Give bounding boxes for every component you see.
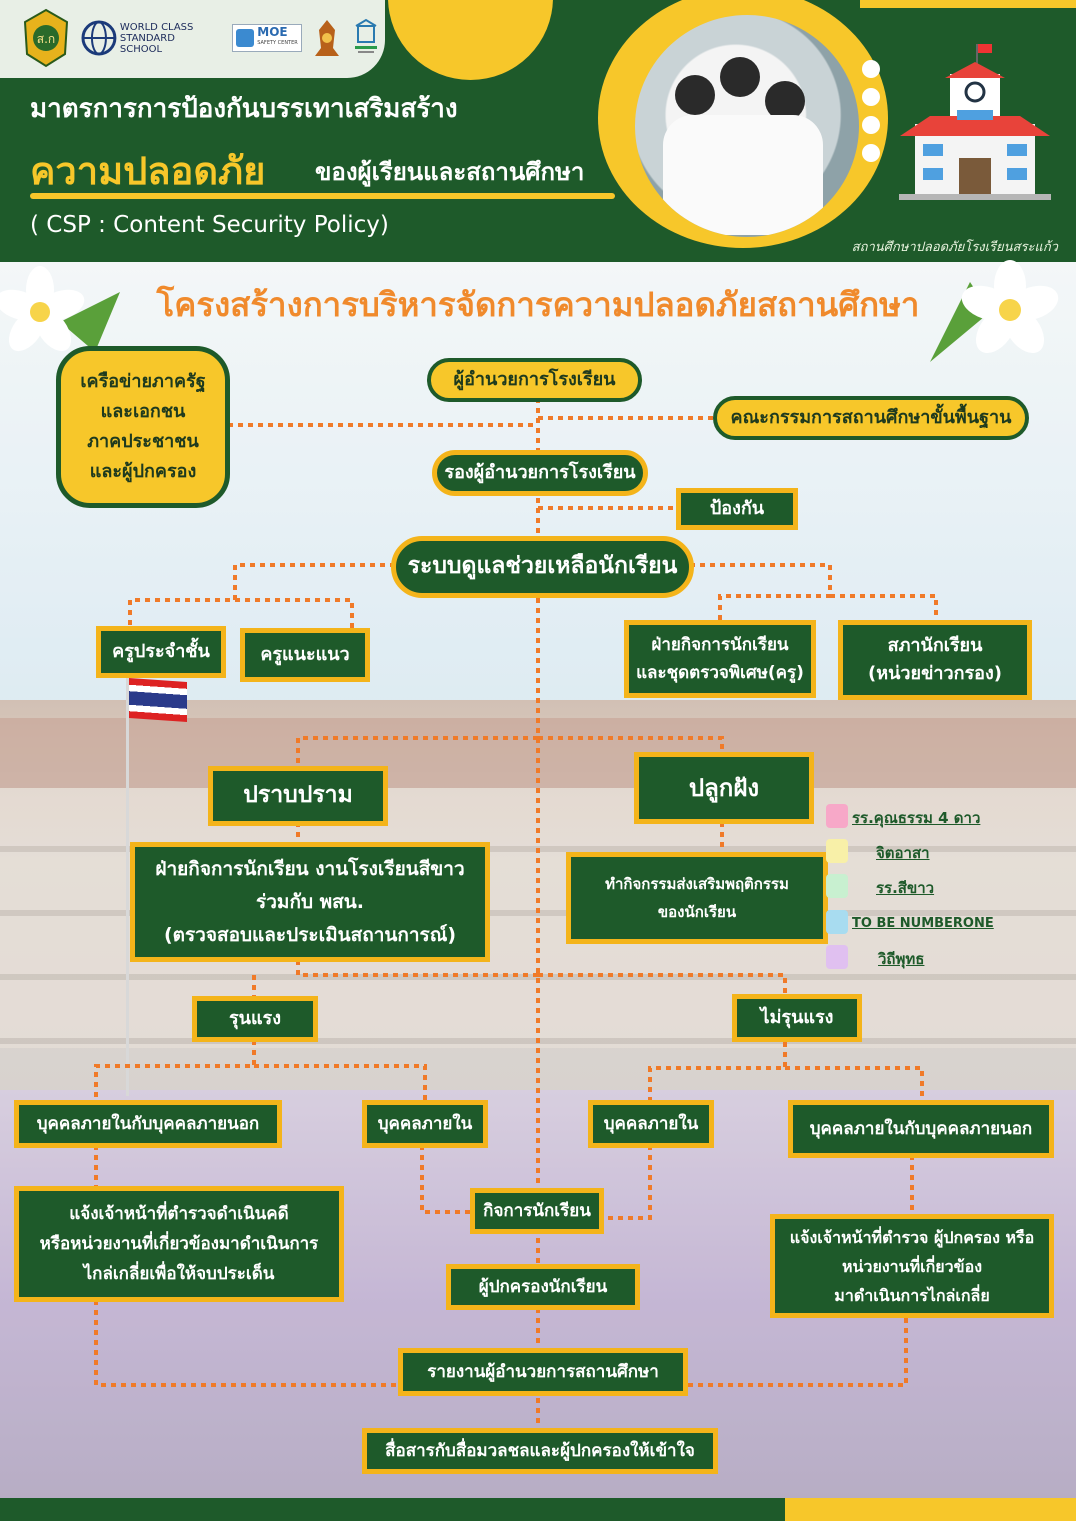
- director-box: ผู้อำนวยการโรงเรียน: [427, 358, 642, 402]
- insider-right-box: บุคคลภายใน: [588, 1100, 714, 1148]
- legend-swatch: [826, 874, 848, 898]
- header-title-highlight: ความปลอดภัย: [30, 149, 266, 193]
- footer-accent: [785, 1498, 1076, 1521]
- header-title-line1: มาตรการการป้องกันบรรเทาเสริมสร้าง: [30, 94, 458, 124]
- header-subtitle: ( CSP : Content Security Policy): [30, 212, 389, 238]
- legend-label-to-be-number-one[interactable]: TO BE NUMBERONE: [852, 916, 994, 931]
- legend-swatch: [826, 910, 848, 934]
- suppress-detail-box: [130, 842, 490, 962]
- header-caption: สถานศึกษาปลอดภัยโรงเรียนสระแก้ว: [851, 240, 1058, 255]
- student-affairs-line: และชุดตรวจพิเศษ(ครู): [636, 663, 804, 683]
- legend-label-volunteer[interactable]: จิตอาสา: [876, 844, 930, 862]
- report-box: รายงานผู้อำนวยการสถานศึกษา: [398, 1348, 688, 1396]
- cultivate-detail-line: ทำกิจกรรมส่งเสริมพฤติกรรม: [605, 875, 789, 893]
- legend-swatch: [826, 945, 848, 969]
- world-class-world: WORLD: [119, 21, 158, 33]
- notify-right-line: มาดำเนินการไกล่เกลี่ย: [834, 1285, 990, 1305]
- notify-police-left-box: [14, 1186, 344, 1302]
- student-council-line: สภานักเรียน: [887, 635, 983, 656]
- notify-right-line: แจ้งเจ้าหน้าที่ตำรวจ ผู้ปกครอง หรือ: [789, 1227, 1035, 1247]
- homeroom-teacher-box: ครูประจำชั้น: [96, 626, 226, 678]
- guidance-teacher-box: ครูแนะแนว: [240, 628, 370, 682]
- communicate-box: สื่อสารกับสื่อมวลชลและผู้ปกครองให้เข้าใจ: [362, 1428, 718, 1474]
- moe-sub-label: SAFETY CENTER: [257, 40, 298, 46]
- student-council-box: [838, 620, 1032, 700]
- support-system-box: ระบบดูแลช่วยเหลือนักเรียน: [391, 536, 694, 598]
- cultivate-detail-line: ของนักเรียน: [657, 903, 737, 921]
- notify-left-line: หรือหน่วยงานที่เกี่ยวข้องมาดำเนินการ: [39, 1234, 319, 1254]
- notify-right-line: หน่วยงานที่เกี่ยวข้อง: [842, 1256, 982, 1276]
- network-line: และผู้ปกครอง: [89, 461, 197, 482]
- student-affairs-box: [624, 620, 816, 698]
- prevent-box: ป้องกัน: [676, 488, 798, 530]
- suppress-box: ปราบปราม: [208, 766, 388, 826]
- deputy-box: รองผู้อำนวยการโรงเรียน: [432, 450, 648, 496]
- parents-box: ผู้ปกครองนักเรียน: [446, 1264, 640, 1310]
- network-line: เครือข่ายภาครัฐ: [80, 371, 206, 392]
- committee-box: คณะกรรมการสถานศึกษาขั้นพื้นฐาน: [713, 396, 1029, 440]
- legend-label-white-school[interactable]: รร.สีขาว: [876, 879, 935, 897]
- suppress-detail-line: (ตรวจสอบและประเมินสถานการณ์): [163, 923, 457, 946]
- insider-outsider-right-box: บุคคลภายในกับบุคคลภายนอก: [788, 1100, 1054, 1158]
- suppress-detail-line: ฝ่ายกิจการนักเรียน งานโรงเรียนสีขาว: [155, 857, 465, 880]
- student-affairs-line: ฝ่ายกิจการนักเรียน: [651, 635, 789, 655]
- insider-outsider-left-box: บุคคลภายในกับบุคคลภายนอก: [14, 1100, 282, 1148]
- legend-label-buddhist-way[interactable]: วิถีพุทธ: [878, 950, 925, 968]
- network-box: [56, 346, 230, 508]
- notify-left-line: ไกล่เกลี่ยเพื่อให้จบประเด็น: [83, 1264, 275, 1284]
- insider-left-box: บุคคลภายใน: [362, 1100, 488, 1148]
- legend-swatch: [826, 839, 848, 863]
- legend-swatch: [826, 804, 848, 828]
- header-title-line2: ของผู้เรียนและสถานศึกษา: [315, 158, 585, 186]
- svg-text:ส.ก: ส.ก: [36, 32, 56, 46]
- notify-left-line: แจ้งเจ้าหน้าที่ตำรวจดำเนินคดี: [69, 1204, 289, 1224]
- world-class-class: CLASS: [161, 21, 194, 33]
- cultivate-detail-box: [566, 852, 828, 944]
- moe-label: MOE: [257, 25, 288, 39]
- network-line: ภาคประชาชน: [87, 431, 199, 452]
- notify-police-right-box: [770, 1214, 1054, 1318]
- suppress-detail-line: ร่วมกับ พสน.: [256, 890, 364, 913]
- network-line: และเอกชน: [100, 401, 186, 422]
- student-council-line: (หน่วยข่าวกรอง): [868, 663, 1002, 684]
- world-class-standard: STANDARD: [119, 32, 175, 44]
- cultivate-box: ปลูกฝัง: [634, 752, 814, 824]
- violent-box: รุนแรง: [192, 996, 318, 1042]
- world-class-school: SCHOOL: [119, 43, 163, 55]
- legend-label-moral-school[interactable]: รร.คุณธรรม 4 ดาว: [852, 809, 981, 827]
- student-affairs-short-box: กิจการนักเรียน: [470, 1188, 604, 1234]
- diagram-title: โครงสร้างการบริหารจัดการความปลอดภัยสถานศึกษา: [156, 285, 920, 324]
- non-violent-box: ไม่รุนแรง: [732, 994, 862, 1042]
